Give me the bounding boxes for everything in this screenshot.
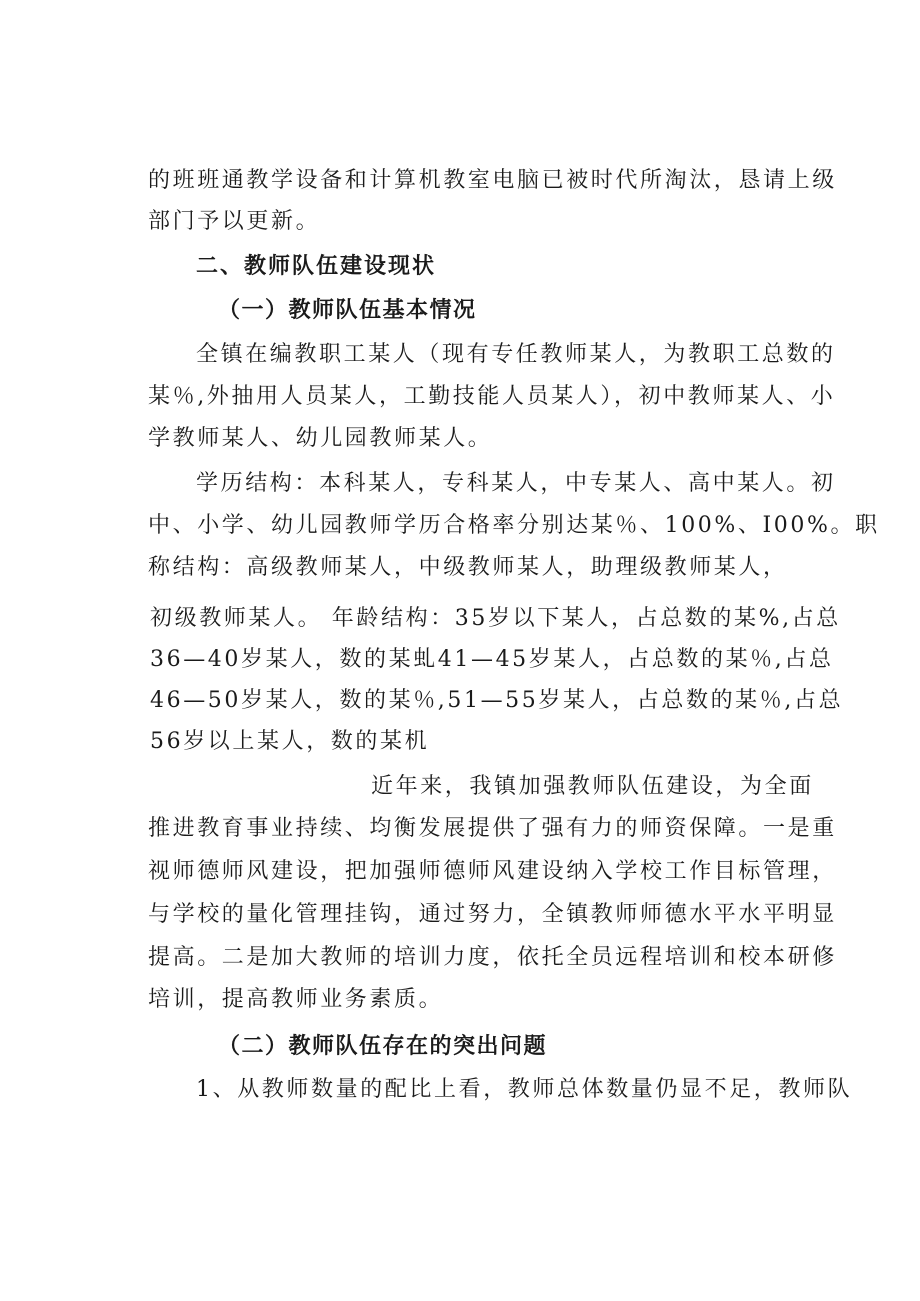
paragraph-line: 培训，提高教师业务素质。: [148, 987, 444, 1012]
paragraph-line: 中、小学、幼儿园教师学历合格率分别达某％、100%、I00%。职: [148, 513, 880, 538]
paragraph-line: 学教师某人、幼儿园教师某人。: [148, 426, 493, 451]
paragraph-line: 某％,外抽用人员某人，工勤技能人员某人），初中教师某人、小: [148, 384, 836, 409]
paragraph-line: 的班班通教学设备和计算机教室电脑已被时代所淘汰，恳请上级: [148, 168, 837, 193]
subsection-heading: （二）教师队伍存在的突出问题: [218, 1034, 548, 1059]
paragraph-line: 近年来，我镇加强教师队伍建设，为全面: [371, 774, 814, 799]
paragraph-line: 与学校的量化管理挂钩，通过努力，全镇教师师德水平水平明显: [148, 902, 837, 927]
paragraph-line: 46—50岁某人，数的某％,51—55岁某人，占总数的某％,占总: [150, 688, 844, 713]
paragraph-line: 推进教育事业持续、均衡发展提供了强有力的师资保障。一是重: [148, 816, 837, 841]
section-heading: 二、教师队伍建设现状: [196, 254, 437, 279]
paragraph-line: 初级教师某人。 年龄结构：35岁以下某人，占总数的某%,占总: [150, 606, 841, 631]
paragraph-line: 学历结构：本科某人，专科某人，中专某人、高中某人。初: [196, 471, 836, 496]
paragraph-line: 全镇在编教职工某人（现有专任教师某人，为教职工总数的: [196, 342, 836, 367]
subsection-heading: （一）教师队伍基本情况: [218, 298, 477, 323]
paragraph-line: 56岁以上某人，数的某机: [150, 729, 430, 754]
paragraph-line: 视师德师风建设，把加强师德师风建设纳入学校工作目标管理，: [148, 859, 837, 884]
paragraph-line: 36—40岁某人，数的某虬41—45岁某人，占总数的某％,占总: [150, 647, 834, 672]
paragraph-line: 部门予以更新。: [148, 209, 321, 234]
paragraph-line: 称结构：高级教师某人，中级教师某人，助理级教师某人，: [148, 555, 788, 580]
paragraph-line: 提高。二是加大教师的培训力度，依托全员远程培训和校本研修: [148, 945, 837, 970]
paragraph-line: 1、从教师数量的配比上看，教师总体数量仍显不足，教师队: [196, 1077, 853, 1102]
